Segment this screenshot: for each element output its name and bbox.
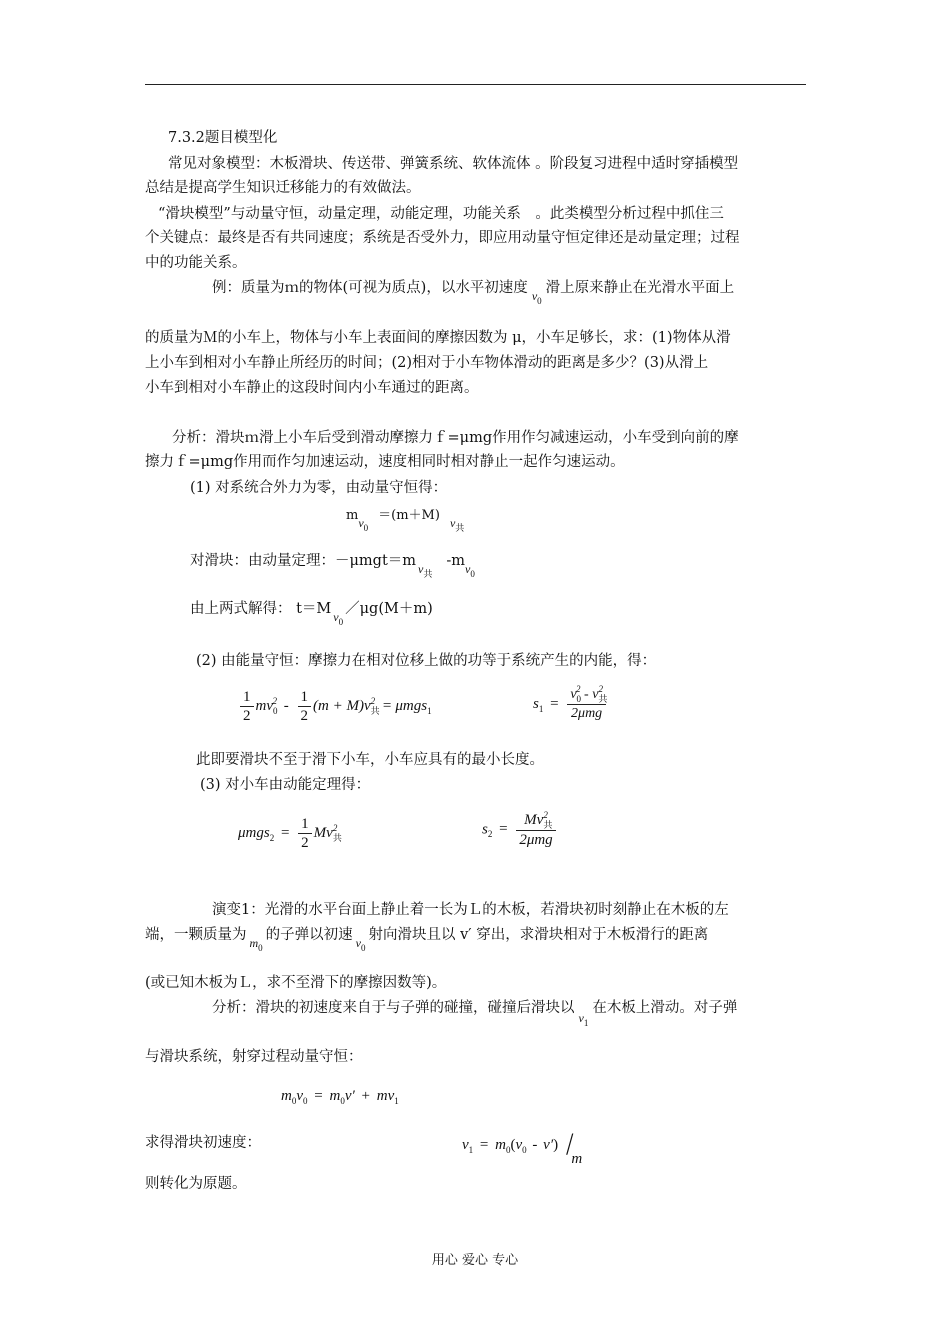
paragraph-line: 中的功能关系。	[145, 255, 247, 271]
equation-collision: $m_0v_0 = m_0v' + mv_1$	[281, 1088, 399, 1106]
analysis-line: 分析：滑块ｍ滑上小车后受到滑动摩擦力ｆ=μmg作用作匀减速运动，小车受到向前的摩	[172, 430, 739, 446]
paragraph-line: 常见对象模型：木板滑块、传送带、弹簧系统、软体流体 。阶段复习进程中适时穿插模型	[168, 156, 739, 172]
example-line: 的质量为Ｍ的小车上，物体与小车上表面间的摩擦因数为 μ，小车足够长，求：(1)物体从滑	[145, 330, 731, 346]
variant-line: 演变1：光滑的水平台面上静止着一长为Ｌ的木板，若滑块初时刻静止在木板的左	[212, 902, 729, 918]
paragraph-line: 总结是提高学生知识迁移能力的有效做法。	[145, 180, 421, 196]
analysis-line: 擦力ｆ=μmg作用而作匀加速运动，速度相同时相对静止一起作匀速运动。	[145, 454, 625, 470]
example-text-cont: 滑上原来静止在光滑水平面上	[545, 280, 735, 296]
paragraph-line: 个关键点：最终是否有共同速度；系统是否受外力，即应用动量守恒定律还是动量定理；过程	[145, 230, 740, 246]
equation-momentum: $mv_0=(m+M)$ $v_共$	[346, 508, 465, 533]
example-line: 上小车到相对小车静止所经历的时间；(2)相对于小车物体滑动的距离是多少？(3)从滑上	[145, 355, 709, 371]
step-1c-text: 由上两式解得： t＝M $_{v_0}$／μg(M＋m)	[190, 601, 433, 627]
page-footer: 用心 爱心 专心	[431, 1253, 519, 1268]
variant-line: (或已知木板为Ｌ，求不至滑下的摩擦因数等)。	[145, 975, 447, 991]
header-rule	[145, 84, 806, 85]
paragraph-line: “滑块模型”与动量守恒，动量定理，动能定理，功能关系 。此类模型分析过程中抓住三	[158, 206, 724, 222]
example-text: 例：质量为ｍ的物体(可视为质点)，以水平初速度	[212, 280, 528, 296]
step-3-text: (3) 对小车由动能定理得：	[200, 777, 371, 793]
equation-s2: $s_2$ = $\frac{Mv_共^2}{\text{2μmg}}$	[482, 811, 558, 849]
equation-s1: $s_1$ = $\frac{v_0^2 - v_共^2}{\text{2μmg}}$	[533, 684, 608, 721]
analysis-2-line: 与滑块系统，射穿过程动量守恒：	[145, 1049, 363, 1065]
initial-velocity-label: 求得滑块初速度：	[145, 1135, 261, 1151]
step-2-note: 此即要滑块不至于滑下小车，小车应具有的最小长度。	[196, 752, 544, 768]
equation-v1: $v_1 = m_0(v_0 - v')$ /m	[462, 1127, 583, 1167]
equation-energy: $\frac{1}{2}$ $mv_0^2$ - $\frac{1}{2}$ $(m + M)v_共^2 = \mu mgs_1$	[238, 688, 432, 725]
equation-kinetic: μmgs$_2$ = $\frac{1}{2}$ $Mv_共^2$	[238, 816, 342, 851]
example-line: 小车到相对小车静止的这段时间内小车通过的距离。	[145, 380, 479, 396]
analysis-2-line: 分析：滑块的初速度来自于与子弹的碰撞，碰撞后滑块以$_{v_1}$在木板上滑动。对子弹	[212, 1000, 738, 1028]
variant-line: 端，一颗质量为 $_{m_0}$的子弹以初速 $_{v_0}$射向滑块且以 v′ 穿出，求滑块相对于木板滑行的距离	[145, 927, 709, 953]
step-2-text: (2) 由能量守恒：摩擦力在相对位移上做的功等于系统产生的内能，得：	[196, 653, 657, 669]
v0-symbol: v0	[531, 289, 542, 306]
step-1b-text: 对滑块：由动量定理：－μmgt＝m $_{v_共}-m_{v_0}$	[190, 553, 475, 579]
closing-line: 则转化为原题。	[145, 1176, 247, 1192]
section-title: 7.3.2题目模型化	[168, 130, 278, 146]
step-1-text: (1) 对系统合外力为零，由动量守恒得：	[190, 480, 448, 496]
example-line	[212, 278, 735, 306]
